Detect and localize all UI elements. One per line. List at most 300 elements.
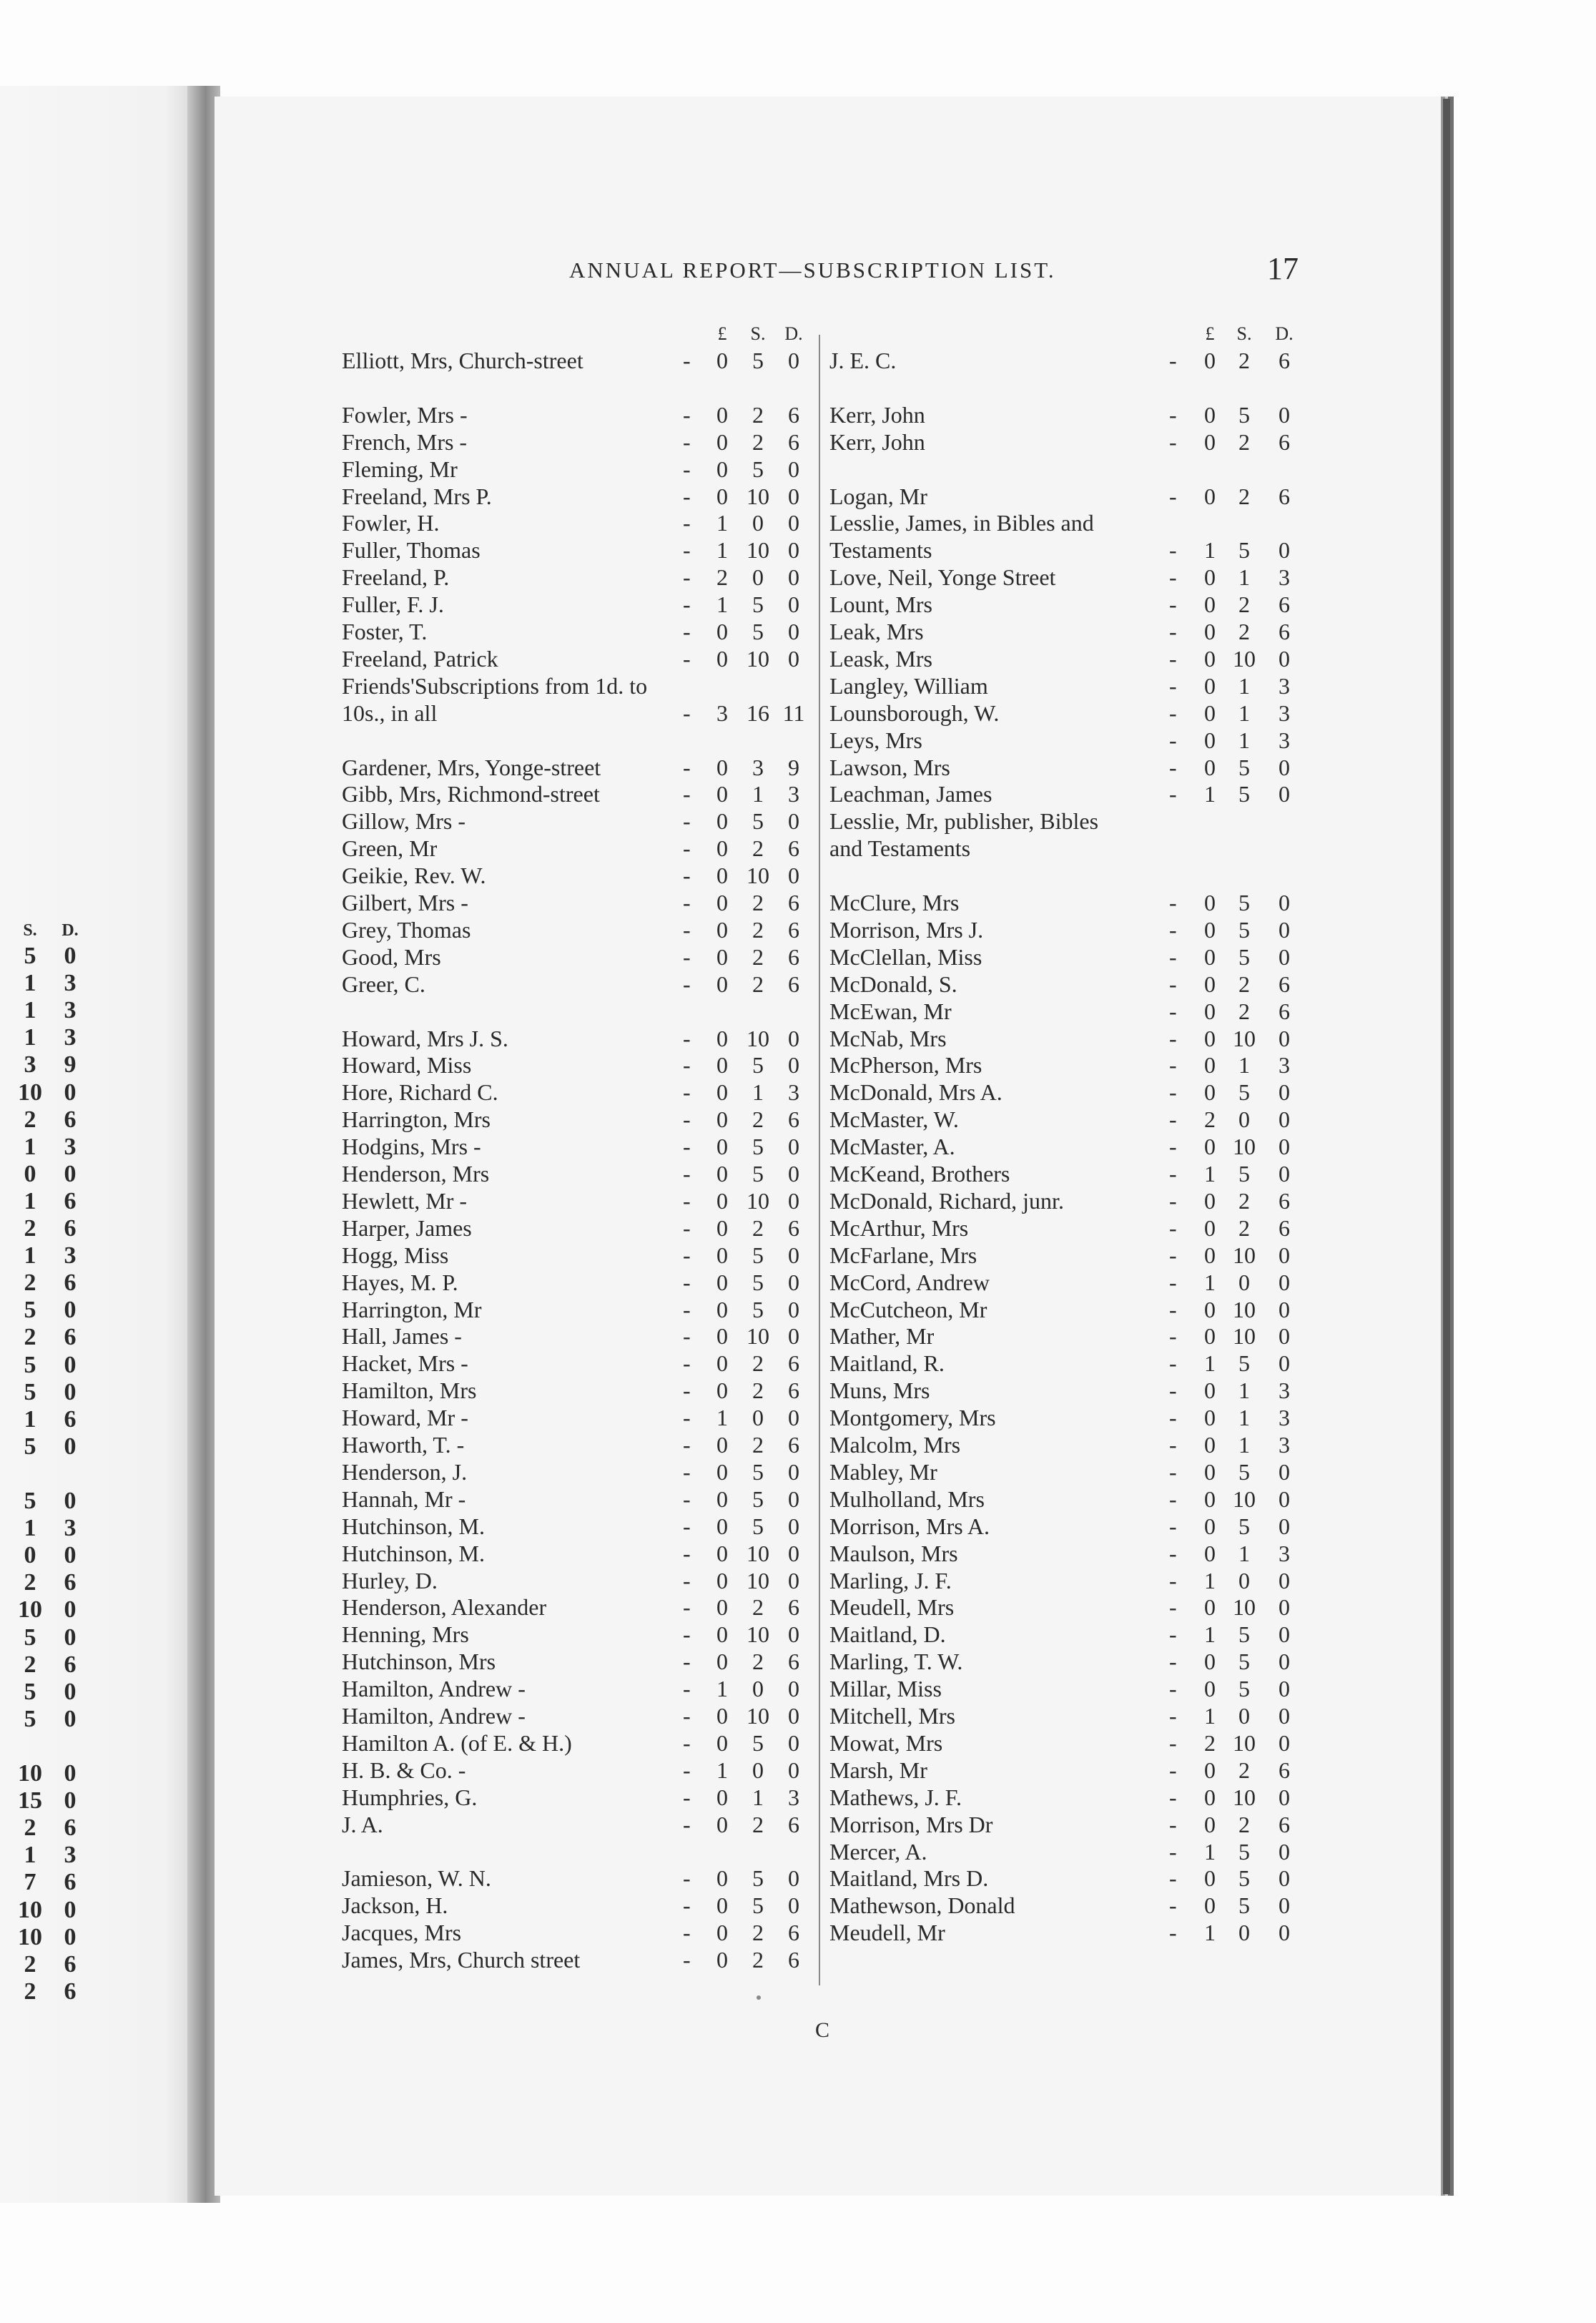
subscriber-name: Hamilton, Andrew -: [342, 1676, 526, 1702]
shillings-value: 5: [1238, 1079, 1250, 1106]
pence-value: 6: [788, 1947, 799, 1973]
subscriber-name: Hamilton, Andrew -: [342, 1703, 526, 1729]
pence-value: 6: [1279, 1811, 1290, 1837]
subscriber-name: McClellan, Miss: [829, 943, 982, 970]
subscriber-name: Mercer, A.: [829, 1838, 927, 1865]
shillings-value: 5: [752, 1485, 764, 1512]
leader-dash: -: [1169, 781, 1177, 807]
running-head: ANNUAL REPORT—SUBSCRIPTION LIST.: [569, 257, 1056, 283]
shillings-value: 5: [1238, 781, 1250, 807]
pounds-value: 0: [1204, 1025, 1216, 1051]
subscriber-entry: [0, 755, 1430, 782]
subscriber-name: Harrington, Mrs: [342, 1106, 491, 1133]
subscriber-name: Fowler, H.: [342, 510, 440, 536]
leader-dash: -: [683, 699, 691, 726]
subscriber-name: Greer, C.: [342, 971, 425, 997]
subscriber-name: Howard, Mr -: [342, 1405, 468, 1431]
leader-dash: -: [1169, 1377, 1177, 1404]
pounds-value: 0: [1204, 1892, 1216, 1919]
pounds-value: 0: [1204, 1296, 1216, 1322]
pounds-value: 0: [716, 401, 728, 428]
pence-value: 0: [788, 1134, 799, 1160]
shillings-value: 0: [1238, 1106, 1250, 1133]
shillings-value: 2: [24, 1814, 36, 1842]
subscriber-name: Hewlett, Mr -: [342, 1187, 468, 1214]
pence-value: 0: [64, 1678, 77, 1705]
pence-value: 6: [788, 428, 799, 455]
shillings-value: 2: [1238, 428, 1250, 455]
subscriber-name: Morrison, Mrs Dr: [829, 1811, 993, 1837]
pounds-value: 0: [716, 1350, 728, 1377]
shillings-value: 5: [1238, 943, 1250, 970]
shillings-value: 5: [24, 1378, 36, 1405]
subscriber-name: Howard, Miss: [342, 1052, 472, 1079]
shillings-value: 2: [1238, 971, 1250, 997]
subscriber-name: Hogg, Miss: [342, 1242, 449, 1268]
subscriber-name: Geikie, Rev. W.: [342, 863, 486, 889]
shillings-value: 1: [24, 997, 36, 1024]
shillings-value: 0: [24, 1542, 36, 1569]
subscriber-name: 10s., in all: [342, 699, 438, 726]
leader-dash: -: [1169, 591, 1177, 618]
leader-dash: -: [683, 619, 691, 644]
pence-value: 6: [788, 1649, 799, 1675]
subscriber-name: Hayes, M. P.: [342, 1269, 458, 1295]
pence-value: 3: [1279, 1432, 1290, 1458]
subscriber-name: Lesslie, Mr, publisher, Bibles: [829, 808, 1099, 835]
shillings-value: 5: [24, 1297, 36, 1324]
pence-value: 0: [1279, 1621, 1290, 1648]
pence-value: 0: [788, 1187, 799, 1214]
pounds-value: 0: [716, 1513, 728, 1539]
subscriber-name: Hutchinson, Mrs: [342, 1649, 496, 1675]
leader-dash: -: [683, 971, 691, 997]
shillings-value: 10: [1233, 1729, 1256, 1756]
leader-dash: -: [1169, 1485, 1177, 1512]
pence-value: 0: [1279, 1161, 1290, 1187]
pounds-value: 0: [716, 1079, 728, 1106]
shillings-value: 10: [1233, 1485, 1256, 1512]
pence-value: 6: [1279, 619, 1290, 644]
subscriber-name: Gibb, Mrs, Richmond-street: [342, 781, 600, 807]
pence-value: 6: [788, 1377, 799, 1404]
shillings-value: 1: [752, 1784, 764, 1810]
pence-value: 0: [64, 1351, 77, 1378]
subscriber-name: McDonald, Mrs A.: [829, 1079, 1003, 1106]
pounds-value: 0: [716, 835, 728, 862]
pounds-value: 0: [1204, 348, 1216, 373]
subscriber-name: Haworth, T. -: [342, 1432, 465, 1458]
subscriber-entry: [0, 1621, 1430, 1649]
pence-value: 6: [788, 890, 799, 915]
pounds-value: 0: [1204, 1052, 1216, 1079]
pence-value: 0: [788, 619, 799, 644]
pence-value: 0: [788, 1242, 799, 1268]
shillings-value: 10: [747, 1187, 769, 1214]
pence-value: 0: [788, 1729, 799, 1756]
subscriber-name: Lount, Mrs: [829, 591, 932, 618]
pounds-value: 0: [1204, 998, 1216, 1024]
subscriber-name: Leak, Mrs: [829, 619, 924, 644]
shillings-value: 1: [24, 1133, 36, 1160]
subscriber-entry: [0, 1757, 1430, 1784]
subscriber-name: Hodgins, Mrs -: [342, 1134, 481, 1160]
pence-value: 6: [788, 1350, 799, 1377]
pounds-value: 0: [716, 1567, 728, 1593]
shillings-value: 10: [1233, 1594, 1256, 1621]
shillings-value: 5: [1238, 916, 1250, 943]
subscriber-name: Testaments: [829, 537, 932, 564]
leader-dash: -: [1169, 1892, 1177, 1919]
subscriber-entry: [0, 1594, 1430, 1621]
subscriber-entry: [0, 1459, 1430, 1486]
subscriber-name: McFarlane, Mrs: [829, 1242, 977, 1268]
pence-value: 3: [1279, 672, 1290, 699]
pounds-value: 0: [716, 483, 728, 509]
subscriber-name: Howard, Mrs J. S.: [342, 1025, 508, 1051]
subscriber-name: James, Mrs, Church street: [342, 1947, 581, 1973]
shillings-value: 10: [747, 1025, 769, 1051]
subscriber-entry: [0, 483, 1430, 511]
shillings-value: 1: [24, 1515, 36, 1542]
pounds-value: 0: [1204, 1134, 1216, 1160]
shillings-value: 10: [1233, 1242, 1256, 1268]
leader-dash: -: [683, 1703, 691, 1729]
pence-value: 6: [788, 1214, 799, 1241]
subscriber-name: Mathews, J. F.: [829, 1784, 962, 1810]
subscriber-entry: [0, 700, 1430, 727]
shillings-value: 5: [1238, 1892, 1250, 1919]
leader-dash: -: [1169, 1323, 1177, 1350]
shillings-value: 5: [1238, 1649, 1250, 1675]
shillings-value: 10: [747, 1703, 769, 1729]
leader-dash: -: [683, 863, 691, 889]
shillings-value: 5: [24, 1678, 36, 1705]
subscriber-entry: [0, 1541, 1430, 1568]
shillings-value: 10: [18, 1596, 42, 1624]
shillings-value: 16: [747, 699, 769, 726]
leader-dash: -: [1169, 1161, 1177, 1187]
shillings-value: 1: [1238, 672, 1250, 699]
leader-dash: -: [1169, 483, 1177, 509]
pounds-value: 0: [716, 428, 728, 455]
subscriber-name: Hamilton A. (of E. & H.): [342, 1729, 572, 1756]
pounds-value: 0: [1204, 645, 1216, 672]
pence-value: 0: [64, 1624, 77, 1651]
subscriber-name: Fleming, Mr: [342, 456, 458, 482]
pence-value: 0: [788, 591, 799, 618]
subscriber-entry: [0, 1947, 1430, 1974]
subscriber-entry: [0, 1812, 1430, 1839]
subscriber-name: Mitchell, Mrs: [829, 1703, 955, 1729]
subscriber-name: Fowler, Mrs -: [342, 401, 468, 428]
pounds-value: 1: [716, 1757, 728, 1783]
pence-value: 0: [1279, 1920, 1290, 1946]
pounds-value: 0: [716, 456, 728, 482]
pence-value: 3: [1279, 1405, 1290, 1431]
pence-value: 0: [1279, 1106, 1290, 1133]
leader-dash: -: [683, 781, 691, 807]
pence-value: 0: [64, 1160, 77, 1187]
subscriber-name: McMaster, A.: [829, 1134, 955, 1160]
pounds-value: 0: [1204, 754, 1216, 780]
subscriber-name: Lounsborough, W.: [829, 699, 1000, 726]
pence-value: 0: [1279, 1485, 1290, 1512]
leader-dash: -: [1169, 727, 1177, 753]
leader-dash: -: [1169, 998, 1177, 1024]
subscriber-entry: [0, 917, 1430, 944]
shillings-value: 2: [1238, 591, 1250, 618]
shillings-value: 2: [24, 1215, 36, 1242]
shillings-value: 5: [1238, 1865, 1250, 1892]
leader-dash: -: [1169, 1106, 1177, 1133]
shillings-value: 5: [752, 1134, 764, 1160]
leader-dash: -: [683, 916, 691, 943]
subscriber-entry: [0, 402, 1430, 429]
pounds-value: 1: [1204, 1703, 1216, 1729]
subscriber-entry: [0, 348, 1430, 375]
subscriber-entry: [0, 1297, 1430, 1324]
subscriber-name: Gardener, Mrs, Yonge-street: [342, 754, 601, 780]
leader-dash: -: [1169, 1052, 1177, 1079]
pounds-value: 0: [716, 863, 728, 889]
pounds-value: 0: [1204, 1458, 1216, 1485]
subscriber-entry: [0, 1026, 1430, 1053]
leader-dash: -: [683, 537, 691, 564]
subscriber-name: Langley, William: [829, 672, 988, 699]
pounds-value: 1: [716, 1676, 728, 1702]
pence-value: 0: [788, 863, 799, 889]
subscriber-name: Henderson, J.: [342, 1458, 468, 1485]
pounds-value: 0: [716, 1621, 728, 1648]
shillings-value: 2: [752, 1106, 764, 1133]
pounds-value: 0: [716, 1703, 728, 1729]
pence-value: 0: [1279, 1269, 1290, 1295]
subscriber-name: Jackson, H.: [342, 1892, 448, 1919]
pounds-value: 0: [716, 1025, 728, 1051]
subscriber-name: Gilbert, Mrs -: [342, 890, 468, 915]
subscriber-entry: [0, 1486, 1430, 1513]
pence-value: 6: [64, 1869, 77, 1896]
shillings-value: 2: [1238, 619, 1250, 644]
pence-value: 6: [1279, 591, 1290, 618]
shillings-value: 0: [1238, 1703, 1250, 1729]
leader-dash: -: [1169, 1838, 1177, 1865]
printer-signature: C: [815, 2018, 830, 2042]
pounds-value: 0: [1204, 672, 1216, 699]
leader-dash: -: [1169, 943, 1177, 970]
leader-dash: -: [683, 754, 691, 780]
subscriber-name: McPherson, Mrs: [829, 1052, 982, 1079]
pounds-value: 0: [716, 971, 728, 997]
shillings-value: 5: [752, 348, 764, 373]
subscriber-entry: [0, 1568, 1430, 1595]
subscriber-entry: [0, 890, 1430, 917]
shillings-value: 2: [1238, 998, 1250, 1024]
leader-dash: -: [1169, 1865, 1177, 1892]
shillings-value: 2: [752, 1594, 764, 1621]
pounds-value: 1: [1204, 537, 1216, 564]
shillings-value: 2: [752, 1350, 764, 1377]
leader-dash: -: [1169, 1405, 1177, 1431]
shillings-value: 1: [752, 1079, 764, 1106]
leader-dash: -: [1169, 1350, 1177, 1377]
pence-value: 0: [1279, 1350, 1290, 1377]
pounds-value: 1: [1204, 1838, 1216, 1865]
subscriber-name: Friends'Subscriptions from 1d. to: [342, 672, 648, 699]
shillings-value: 10: [1233, 1323, 1256, 1350]
shillings-value: 10: [18, 1923, 42, 1950]
pence-value: 0: [1279, 1784, 1290, 1810]
shillings-value: 5: [1238, 1161, 1250, 1187]
ink-speck: [757, 1995, 761, 2000]
shillings-value: 5: [24, 1351, 36, 1378]
subscriber-name: Maitland, R.: [829, 1350, 945, 1377]
pounds-value: 0: [1204, 619, 1216, 644]
pence-header: D.: [1275, 323, 1294, 344]
shillings-value: 2: [752, 1811, 764, 1837]
subscriber-name: and Testaments: [829, 835, 971, 862]
subscriber-entry: [0, 564, 1430, 591]
pence-value: 3: [788, 1784, 799, 1810]
subscriber-entry: [0, 808, 1430, 835]
pounds-value: 0: [716, 1242, 728, 1268]
subscriber-name: Muns, Mrs: [829, 1377, 930, 1404]
shillings-value: 2: [1238, 1214, 1250, 1241]
pence-value: 6: [64, 1651, 77, 1678]
shillings-value: 10: [1233, 1296, 1256, 1322]
leader-dash: -: [1169, 1134, 1177, 1160]
pounds-value: 0: [1204, 1187, 1216, 1214]
pence-value: 3: [1279, 727, 1290, 753]
pounds-value: 0: [716, 1458, 728, 1485]
pence-value: 0: [1279, 1458, 1290, 1485]
shillings-header: S.: [23, 921, 37, 940]
shillings-value: 5: [1238, 1621, 1250, 1648]
pence-value: 6: [64, 1106, 77, 1133]
subscriber-entry: [0, 1161, 1430, 1188]
page-edge-shadow: [1443, 99, 1450, 2194]
subscriber-name: Hutchinson, M.: [342, 1540, 485, 1566]
pounds-value: 2: [716, 564, 728, 591]
subscriber-entry: [0, 1892, 1430, 1920]
subscriber-entry: [0, 1649, 1430, 1676]
pence-value: 6: [64, 1950, 77, 1978]
pounds-value: 0: [716, 1377, 728, 1404]
pence-value: 3: [788, 781, 799, 807]
shillings-value: 2: [752, 971, 764, 997]
leader-dash: -: [683, 510, 691, 536]
subscriber-entry: [0, 1920, 1430, 1947]
pence-value: 0: [1279, 1513, 1290, 1539]
leader-dash: -: [683, 1757, 691, 1783]
pence-value: 0: [788, 645, 799, 672]
leader-dash: -: [683, 1892, 691, 1919]
subscriber-name: McEwan, Mr: [829, 998, 952, 1024]
shillings-value: 10: [1233, 1134, 1256, 1160]
shillings-value: 10: [1233, 1025, 1256, 1051]
pence-value: 6: [1279, 971, 1290, 997]
pence-value: 0: [788, 483, 799, 509]
leader-dash: -: [683, 564, 691, 591]
subscriber-entry: [0, 971, 1430, 998]
shillings-value: 2: [1238, 348, 1250, 373]
subscriber-entry: [0, 1188, 1430, 1215]
pence-header: D.: [61, 921, 79, 940]
pounds-value: 1: [716, 510, 728, 536]
pounds-value: 1: [1204, 781, 1216, 807]
pounds-value: 0: [1204, 1865, 1216, 1892]
shillings-value: 15: [18, 1787, 42, 1814]
pence-value: 0: [64, 943, 77, 969]
subscriber-name: Hore, Richard C.: [342, 1079, 498, 1106]
pounds-value: 0: [716, 808, 728, 835]
subscriber-name: Mowat, Mrs: [829, 1729, 943, 1756]
leader-dash: -: [1169, 1703, 1177, 1729]
leader-dash: -: [1169, 1649, 1177, 1675]
pounds-value: 0: [716, 1214, 728, 1241]
leader-dash: -: [683, 1214, 691, 1241]
shillings-value: 2: [24, 1651, 36, 1678]
subscriber-entry: [0, 1052, 1430, 1079]
pence-value: 0: [1279, 1025, 1290, 1051]
pence-value: 6: [64, 1814, 77, 1842]
subscriber-name: McDonald, Richard, junr.: [829, 1187, 1064, 1214]
leader-dash: -: [683, 1485, 691, 1512]
leader-dash: -: [1169, 1920, 1177, 1946]
pence-value: 0: [788, 1892, 799, 1919]
shillings-value: 1: [24, 1024, 36, 1051]
subscriber-name: H. B. & Co. -: [342, 1757, 466, 1783]
shillings-value: 2: [24, 1106, 36, 1133]
pounds-value: 0: [716, 1323, 728, 1350]
pounds-value: 0: [716, 1947, 728, 1973]
leader-dash: -: [683, 1187, 691, 1214]
pounds-value: 0: [716, 1811, 728, 1837]
leader-dash: -: [683, 808, 691, 835]
subscriber-entry: [0, 1215, 1430, 1242]
pence-value: 3: [64, 1242, 77, 1269]
pence-value: 0: [788, 564, 799, 591]
shillings-value: 0: [752, 1676, 764, 1702]
leader-dash: -: [683, 1540, 691, 1566]
pence-value: 0: [788, 348, 799, 373]
subscriber-name: McCord, Andrew: [829, 1269, 990, 1295]
subscriber-name: Lawson, Mrs: [829, 754, 950, 780]
subscriber-name: Kerr, John: [829, 401, 925, 428]
pence-value: 0: [1279, 1729, 1290, 1756]
leader-dash: -: [683, 348, 691, 373]
leader-dash: -: [1169, 1242, 1177, 1268]
leader-dash: -: [1169, 1757, 1177, 1783]
shillings-value: 1: [752, 781, 764, 807]
subscriber-name: Fuller, F. J.: [342, 591, 444, 618]
pounds-value: 0: [716, 1649, 728, 1675]
shillings-value: 10: [747, 645, 769, 672]
leader-dash: -: [683, 1269, 691, 1295]
leader-dash: -: [683, 1432, 691, 1458]
subscriber-name: McDonald, S.: [829, 971, 957, 997]
pence-value: 6: [788, 916, 799, 943]
subscriber-entry: [0, 1350, 1430, 1377]
subscriber-name: Gillow, Mrs -: [342, 808, 466, 835]
subscriber-name: Jamieson, W. N.: [342, 1865, 491, 1892]
leader-dash: -: [1169, 1025, 1177, 1051]
pounds-value: 0: [1204, 428, 1216, 455]
leader-dash: -: [683, 1025, 691, 1051]
leader-dash: -: [683, 890, 691, 915]
leader-dash: -: [1169, 401, 1177, 428]
